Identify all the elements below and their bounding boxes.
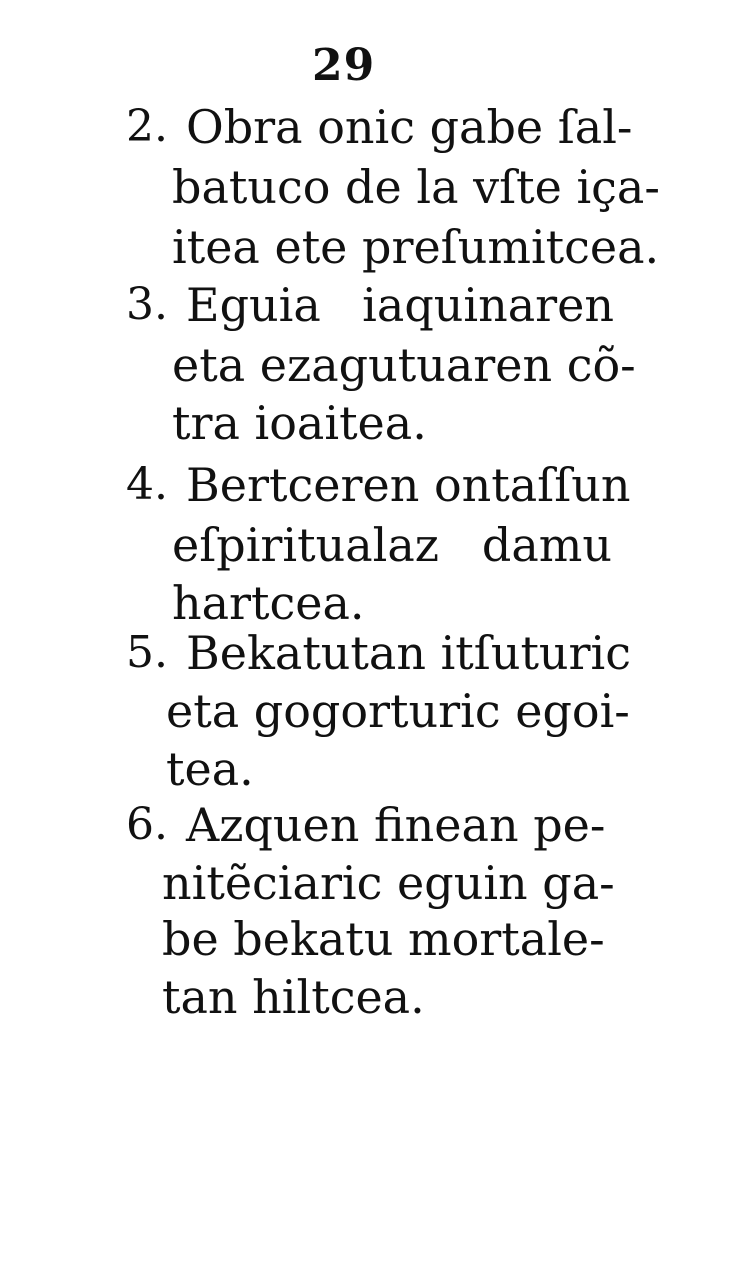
item-number: 4.	[126, 459, 168, 510]
text-line: eta gogorturic egoi-	[166, 684, 630, 738]
text-line: eſpiritualaz damu	[172, 518, 612, 572]
page-number: 29	[312, 40, 376, 91]
text-line: Azquen finean pe-	[186, 798, 606, 852]
text-line: Bekatutan itſuturic	[186, 626, 632, 680]
text-line: eta ezagutuaren cõ-	[172, 338, 636, 392]
text-line: nitẽciaric eguin ga-	[162, 856, 615, 910]
text-line: batuco de la vſte iça-	[172, 160, 660, 214]
text-line: Eguia iaquinaren	[186, 278, 614, 332]
item-number: 3.	[126, 279, 168, 330]
text-line: be bekatu mortale-	[162, 912, 605, 966]
text-line: tra ioaitea.	[172, 396, 427, 450]
text-line: Obra onic gabe ſal-	[186, 100, 633, 154]
text-line: tan hiltcea.	[162, 970, 425, 1024]
item-number: 6.	[126, 799, 168, 850]
item-number: 5.	[126, 627, 168, 678]
text-line: Bertceren ontaſſun	[186, 458, 631, 512]
text-line: hartcea.	[172, 576, 365, 630]
text-line: tea.	[166, 742, 254, 796]
item-number: 2.	[126, 101, 168, 152]
text-line: itea ete preſumitcea.	[172, 220, 660, 274]
